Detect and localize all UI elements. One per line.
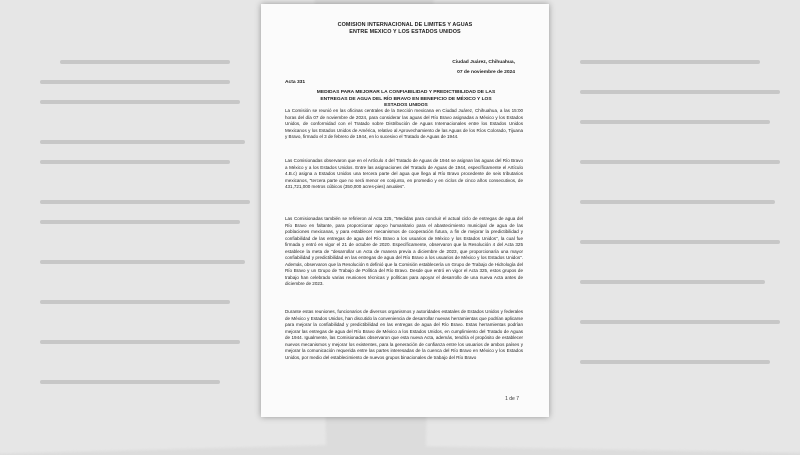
paragraph-4: Durante estas reuniones, funcionarios de diversos organismos y autoridades estatales de Estados Unidos y federales de México y Estados Unidos, han discutido la conveniencia de desarrollar nuevas herramientas que podrían aplicarse para mejorar la confiabilidad y predictibilidad en las entregas de agua del Río Bravo. Estas herramientas podrían mejorar las entregas de agua del Río Bravo de México a los Estados Unidos, en cumplimiento del Tratado de Aguas de 1944. Igualmente, las Comisionadas observaron que esta nueva Acta, además, tendría el propósito de establecer nuevos mecanismos y mejorar los existentes, para la generación de confianza entre los usuarios de ambos países y mejorar la comunicación requerida entre las partes interesadas de la cuenca del Río Bravo en México y los Estados Unidos, por medio del establecimiento de nuevos grupos binacionales de trabajo del Río Bravo — [285, 309, 523, 360]
acta-number: Acta 331 — [285, 80, 306, 85]
paragraph-2: Las Comisionadas observaron que en el Artículo 4 del Tratado de Aguas de 1944 se asignan las aguas del Río Bravo a México y a los Estados Unidos. Entre las asignaciones del Tratado de Aguas de 1944, específicamente el Artículo 4.B.c) asigna a Estados Unidos una tercera parte del agua que llega al Río Bravo procedente de seis tributarios mexicanos, "tercera parte que no será menor en conjunto, en promedio y en ciclos de cinco años consecutivos, de 431,721,000 metros cúbicos (350,000 acres-pies) anuales". — [285, 158, 523, 190]
paragraph-3: Las Comisionadas también se refirieron al Acta 325, "Medidas para concluir el actual ciclo de entregas de agua del Río Bravo en faltante, para proporcionar apoyo humanitario para el abastecimiento municipal de agua de las poblaciones mexicanas, y para establecer mecanismos de cooperación futura, a fin de mejorar la predictibilidad y confiabilidad de las entregas de agua del Río Bravo a los usuarios de México y los Estados Unidos", la cual fue firmada y entró en vigor el 21 de octubre de 2020. Específicamente, observaron que la Resolución 4 del Acta 325 establece la meta de "desarrollar un Acta de manera previa a diciembre de 2023, que proporcionaría una mayor confiabilidad y predictibilidad en las entregas de agua del Río Bravo a los usuarios de México y los Estados Unidos". Además, observaron que la Resolución 6 definió que la Comisión establecería un Grupo de Trabajo de Hidrología del Río Bravo y un Grupo de Trabajo de Política del Río Bravo. Desde que entró en vigor el Acta 325, estos grupos de trabajo han celebrado varias reuniones técnicas y políticas para apoyar el desarrollo de una nueva Acta antes de diciembre de 2023. — [285, 216, 523, 287]
date: 07 de noviembre de 2024 — [457, 70, 515, 75]
header-line-1: COMISION INTERNACIONAL DE LIMITES Y AGUAS — [337, 22, 473, 28]
header-line-2: ENTRE MEXICO Y LOS ESTADOS UNIDOS — [349, 29, 461, 35]
document-page — [261, 4, 549, 417]
place: Ciudad Juárez, Chihuahua, — [452, 60, 515, 65]
paragraph-1: La Comisión se reunió en las oficinas centrales de la Sección mexicana en Ciudad Juárez, Chihuahua, a las 15:00 horas del día 07 de noviembre de 2024, para considerar las aguas del Río Bravo asignadas a México y los Estados Unidos, de conformidad con el Tratado sobre Distribución de Aguas Internacionales entre los Estados Unidos Mexicanos y los Estados Unidos de América, relativo al Aprovechamiento de las Aguas de los Ríos Colorado, Tijuana y Bravo, firmado el 3 de febrero de 1944, en lo sucesivo el Tratado de Aguas de 1944. — [285, 108, 523, 140]
page-number: 1 de 7 — [505, 396, 519, 402]
subject-title: MEDIDAS PARA MEJORAR LA CONFIABILIDAD Y PREDICTIBILIDAD DE LAS ENTREGAS DE AGUA DEL RÍO BRAVO EN BENEFICIO DE MÉXICO Y LOS ESTADOS UNIDOS — [316, 90, 496, 109]
